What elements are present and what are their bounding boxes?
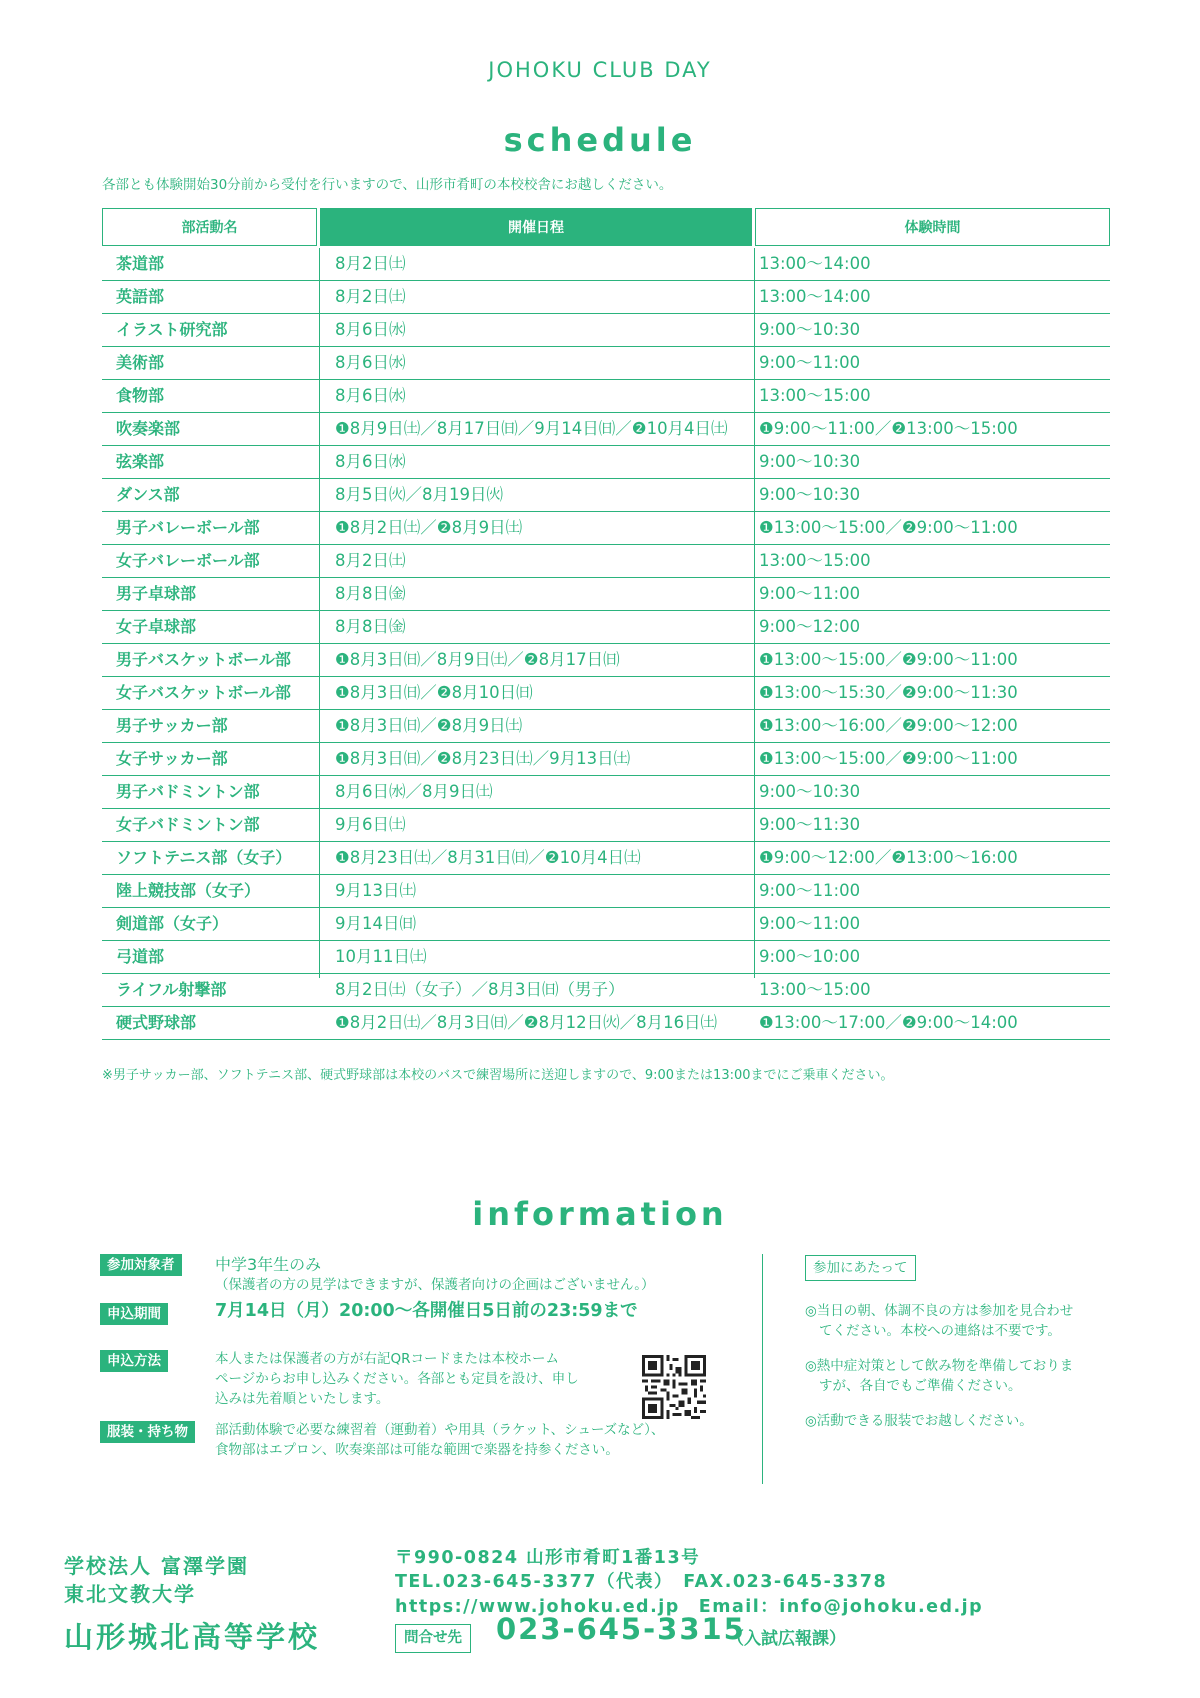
table-row <box>102 578 1110 611</box>
note-2-line-1: ◎熱中症対策として飲み物を準備しておりま <box>805 1358 1074 1374</box>
method-line-1: 本人または保護者の方が右記QRコードまたは本校ホーム <box>215 1351 560 1367</box>
time-cell: 9:00～12:00 <box>759 617 861 636</box>
dates-cell: 8月2日㈯ <box>335 551 406 570</box>
column-header-club: 部活動名 <box>102 208 317 246</box>
table-row <box>102 743 1110 776</box>
items-line-2: 食物部はエプロン、吹奏楽部は可能な範囲で楽器を持参ください。 <box>215 1442 619 1458</box>
table-row <box>102 281 1110 314</box>
qr-code-icon[interactable] <box>642 1355 706 1419</box>
time-cell: 9:00～11:00 <box>759 914 861 933</box>
time-cell: 9:00～11:00 <box>759 353 861 372</box>
table-row <box>102 974 1110 1007</box>
club-cell: イラスト研究部 <box>116 320 228 339</box>
column-header-dates: 開催日程 <box>320 208 752 246</box>
time-cell: ❶13:00～15:00／❷9:00～11:00 <box>759 650 1018 669</box>
dates-cell: 9月6日㈯ <box>335 815 406 834</box>
time-cell: ❶13:00～15:00／❷9:00～11:00 <box>759 518 1018 537</box>
time-cell: 13:00～15:00 <box>759 980 871 999</box>
school-name: 山形城北高等学校 <box>64 1620 321 1654</box>
table-row <box>102 677 1110 710</box>
table-row <box>102 776 1110 809</box>
table-header <box>102 208 1110 248</box>
schedule-heading: schedule <box>503 121 697 159</box>
dates-cell: ❶8月9日㈯／8月17日㈰／9月14日㈰／❷10月4日㈯ <box>335 419 728 438</box>
table-row <box>102 611 1110 644</box>
dates-cell: ❶8月23日㈯／8月31日㈰／❷10月4日㈯ <box>335 848 641 867</box>
inquiry-phone[interactable]: 023-645-3315 <box>496 1612 746 1646</box>
club-cell: 男子バドミントン部 <box>116 782 260 801</box>
table-row <box>102 380 1110 413</box>
note-3: ◎活動できる服装でお越しください。 <box>805 1413 1033 1429</box>
time-cell: 9:00～10:30 <box>759 320 861 339</box>
dates-cell: 8月8日㈮ <box>335 617 406 636</box>
dates-cell: ❶8月3日㈰／❷8月23日㈯／9月13日㈯ <box>335 749 631 768</box>
club-cell: ソフトテニス部（女子） <box>116 848 292 867</box>
schedule-footnote: ※男子サッカー部、ソフトテニス部、硬式野球部は本校のバスで練習場所に送迎しますので、9:00または13:00までにご乗車ください。 <box>102 1068 894 1083</box>
club-cell: 男子バレーボール部 <box>116 518 260 537</box>
club-cell: 女子卓球部 <box>116 617 197 636</box>
table-row <box>102 809 1110 842</box>
method-label: 申込方法 <box>100 1350 168 1372</box>
club-cell: 硬式野球部 <box>116 1013 197 1032</box>
table-row <box>102 710 1110 743</box>
dates-cell: 8月2日㈯ <box>335 287 406 306</box>
club-cell: ダンス部 <box>116 485 180 504</box>
club-cell: 女子バレーボール部 <box>116 551 260 570</box>
items-line-1: 部活動体験で必要な練習着（運動着）や用具（ラケット、シューズなど）、 <box>215 1422 665 1438</box>
inquiry-department: （入試広報課） <box>727 1629 846 1649</box>
club-cell: 女子サッカー部 <box>116 749 228 768</box>
club-cell: 陸上競技部（女子） <box>116 881 261 900</box>
time-cell: ❶9:00～12:00／❷13:00～16:00 <box>759 848 1018 867</box>
dates-cell: 8月6日㈬／8月9日㈯ <box>335 782 493 801</box>
note-2-line-2: すが、各自でもご準備ください。 <box>819 1378 1022 1394</box>
dates-cell: 10月11日㈯ <box>335 947 427 966</box>
time-cell: 13:00～14:00 <box>759 254 871 273</box>
dates-cell: 9月13日㈯ <box>335 881 416 900</box>
dates-cell: ❶8月2日㈯／8月3日㈰／❷8月12日㈫／8月16日㈯ <box>335 1013 718 1032</box>
table-row <box>102 545 1110 578</box>
dates-cell: ❶8月2日㈯／❷8月9日㈯ <box>335 518 523 537</box>
column-divider <box>754 248 755 978</box>
club-cell: 男子卓球部 <box>116 584 197 603</box>
eligibility-value: 中学3年生のみ <box>215 1255 322 1274</box>
note-1-line-1: ◎当日の朝、体調不良の方は参加を見合わせ <box>805 1303 1074 1319</box>
dates-cell: 8月6日㈬ <box>335 452 406 471</box>
table-row <box>102 842 1110 875</box>
time-cell: 9:00～11:00 <box>759 881 861 900</box>
dates-cell: 9月14日㈰ <box>335 914 416 933</box>
column-header-time: 体験時間 <box>755 208 1110 246</box>
club-cell: 美術部 <box>116 353 165 372</box>
club-cell: 男子サッカー部 <box>116 716 228 735</box>
time-cell: ❶13:00～16:00／❷9:00～12:00 <box>759 716 1018 735</box>
club-cell: 弦楽部 <box>116 452 165 471</box>
dates-cell: 8月6日㈬ <box>335 353 406 372</box>
dates-cell: 8月2日㈯ <box>335 254 406 273</box>
organization-name: 学校法人 富澤学園 <box>64 1554 249 1578</box>
club-cell: 弓道部 <box>116 947 165 966</box>
time-cell: ❶13:00～15:00／❷9:00～11:00 <box>759 749 1018 768</box>
tel-fax: TEL.023-645-3377（代表） FAX.023-645-3378 <box>395 1572 888 1592</box>
items-label: 服装・持ち物 <box>100 1421 195 1443</box>
time-cell: 9:00～11:30 <box>759 815 861 834</box>
table-row <box>102 314 1110 347</box>
table-row <box>102 248 1110 281</box>
inquiry-label: 問合せ先 <box>395 1624 471 1653</box>
table-row <box>102 512 1110 545</box>
dates-cell: ❶8月3日㈰／❷8月10日㈰ <box>335 683 533 702</box>
university-name: 東北文教大学 <box>64 1582 196 1606</box>
dates-cell: ❶8月3日㈰／❷8月9日㈯ <box>335 716 523 735</box>
dates-cell: 8月2日㈯（女子）／8月3日㈰（男子） <box>335 980 625 999</box>
table-row <box>102 908 1110 941</box>
event-title: JOHOKU CLUB DAY <box>488 58 712 82</box>
time-cell: 9:00～10:30 <box>759 485 861 504</box>
club-cell: 男子バスケットボール部 <box>116 650 291 669</box>
section-divider <box>762 1254 763 1484</box>
club-cell: 剣道部（女子） <box>116 914 229 933</box>
time-cell: ❶13:00～15:30／❷9:00～11:30 <box>759 683 1018 702</box>
time-cell: 13:00～14:00 <box>759 287 871 306</box>
information-heading: information <box>472 1195 728 1233</box>
time-cell: 9:00～10:00 <box>759 947 861 966</box>
schedule-table <box>102 208 1110 1040</box>
dates-cell: 8月5日㈫／8月19日㈫ <box>335 485 503 504</box>
time-cell: 9:00～10:30 <box>759 452 861 471</box>
table-row <box>102 347 1110 380</box>
dates-cell: 8月8日㈮ <box>335 584 406 603</box>
method-line-3: 込みは先着順といたします。 <box>215 1391 390 1407</box>
table-body <box>102 248 1110 1040</box>
period-value: 7月14日（月）20:00～各開催日5日前の23:59まで <box>215 1301 638 1321</box>
table-row <box>102 446 1110 479</box>
schedule-note: 各部とも体験開始30分前から受付を行いますので、山形市肴町の本校校舎にお越しください。 <box>102 177 673 193</box>
time-cell: ❶13:00～17:00／❷9:00～14:00 <box>759 1013 1018 1032</box>
eligibility-note: （保護者の方の見学はできますが、保護者向けの企画はございません。） <box>215 1277 655 1293</box>
club-cell: 英語部 <box>116 287 165 306</box>
club-cell: 茶道部 <box>116 254 165 273</box>
method-line-2: ページからお申し込みください。各部とも定員を設け、申し <box>215 1371 579 1387</box>
table-row <box>102 875 1110 908</box>
club-cell: 食物部 <box>116 386 165 405</box>
time-cell: 9:00～11:00 <box>759 584 861 603</box>
period-label: 申込期間 <box>100 1303 168 1325</box>
dates-cell: 8月6日㈬ <box>335 320 406 339</box>
table-row <box>102 1007 1110 1040</box>
table-row <box>102 941 1110 974</box>
club-cell: 吹奏楽部 <box>116 419 181 438</box>
table-row <box>102 479 1110 512</box>
table-row <box>102 644 1110 677</box>
note-1-line-2: てください。本校への連絡は不要です。 <box>819 1323 1061 1339</box>
time-cell: ❶9:00～11:00／❷13:00～15:00 <box>759 419 1018 438</box>
address: 〒990-0824 山形市肴町1番13号 <box>395 1548 701 1568</box>
dates-cell: ❶8月3日㈰／8月9日㈯／❷8月17日㈰ <box>335 650 620 669</box>
eligibility-label: 参加対象者 <box>100 1254 182 1276</box>
club-cell: ライフル射撃部 <box>116 980 227 999</box>
time-cell: 9:00～10:30 <box>759 782 861 801</box>
column-divider <box>319 248 320 978</box>
club-cell: 女子バスケットボール部 <box>116 683 291 702</box>
table-row <box>102 413 1110 446</box>
notes-label: 参加にあたって <box>805 1255 916 1281</box>
web-email[interactable]: https://www.johoku.ed.jp Email：info@johoku.ed.jp <box>395 1597 984 1617</box>
dates-cell: 8月6日㈬ <box>335 386 406 405</box>
time-cell: 13:00～15:00 <box>759 551 871 570</box>
time-cell: 13:00～15:00 <box>759 386 871 405</box>
club-cell: 女子バドミントン部 <box>116 815 260 834</box>
